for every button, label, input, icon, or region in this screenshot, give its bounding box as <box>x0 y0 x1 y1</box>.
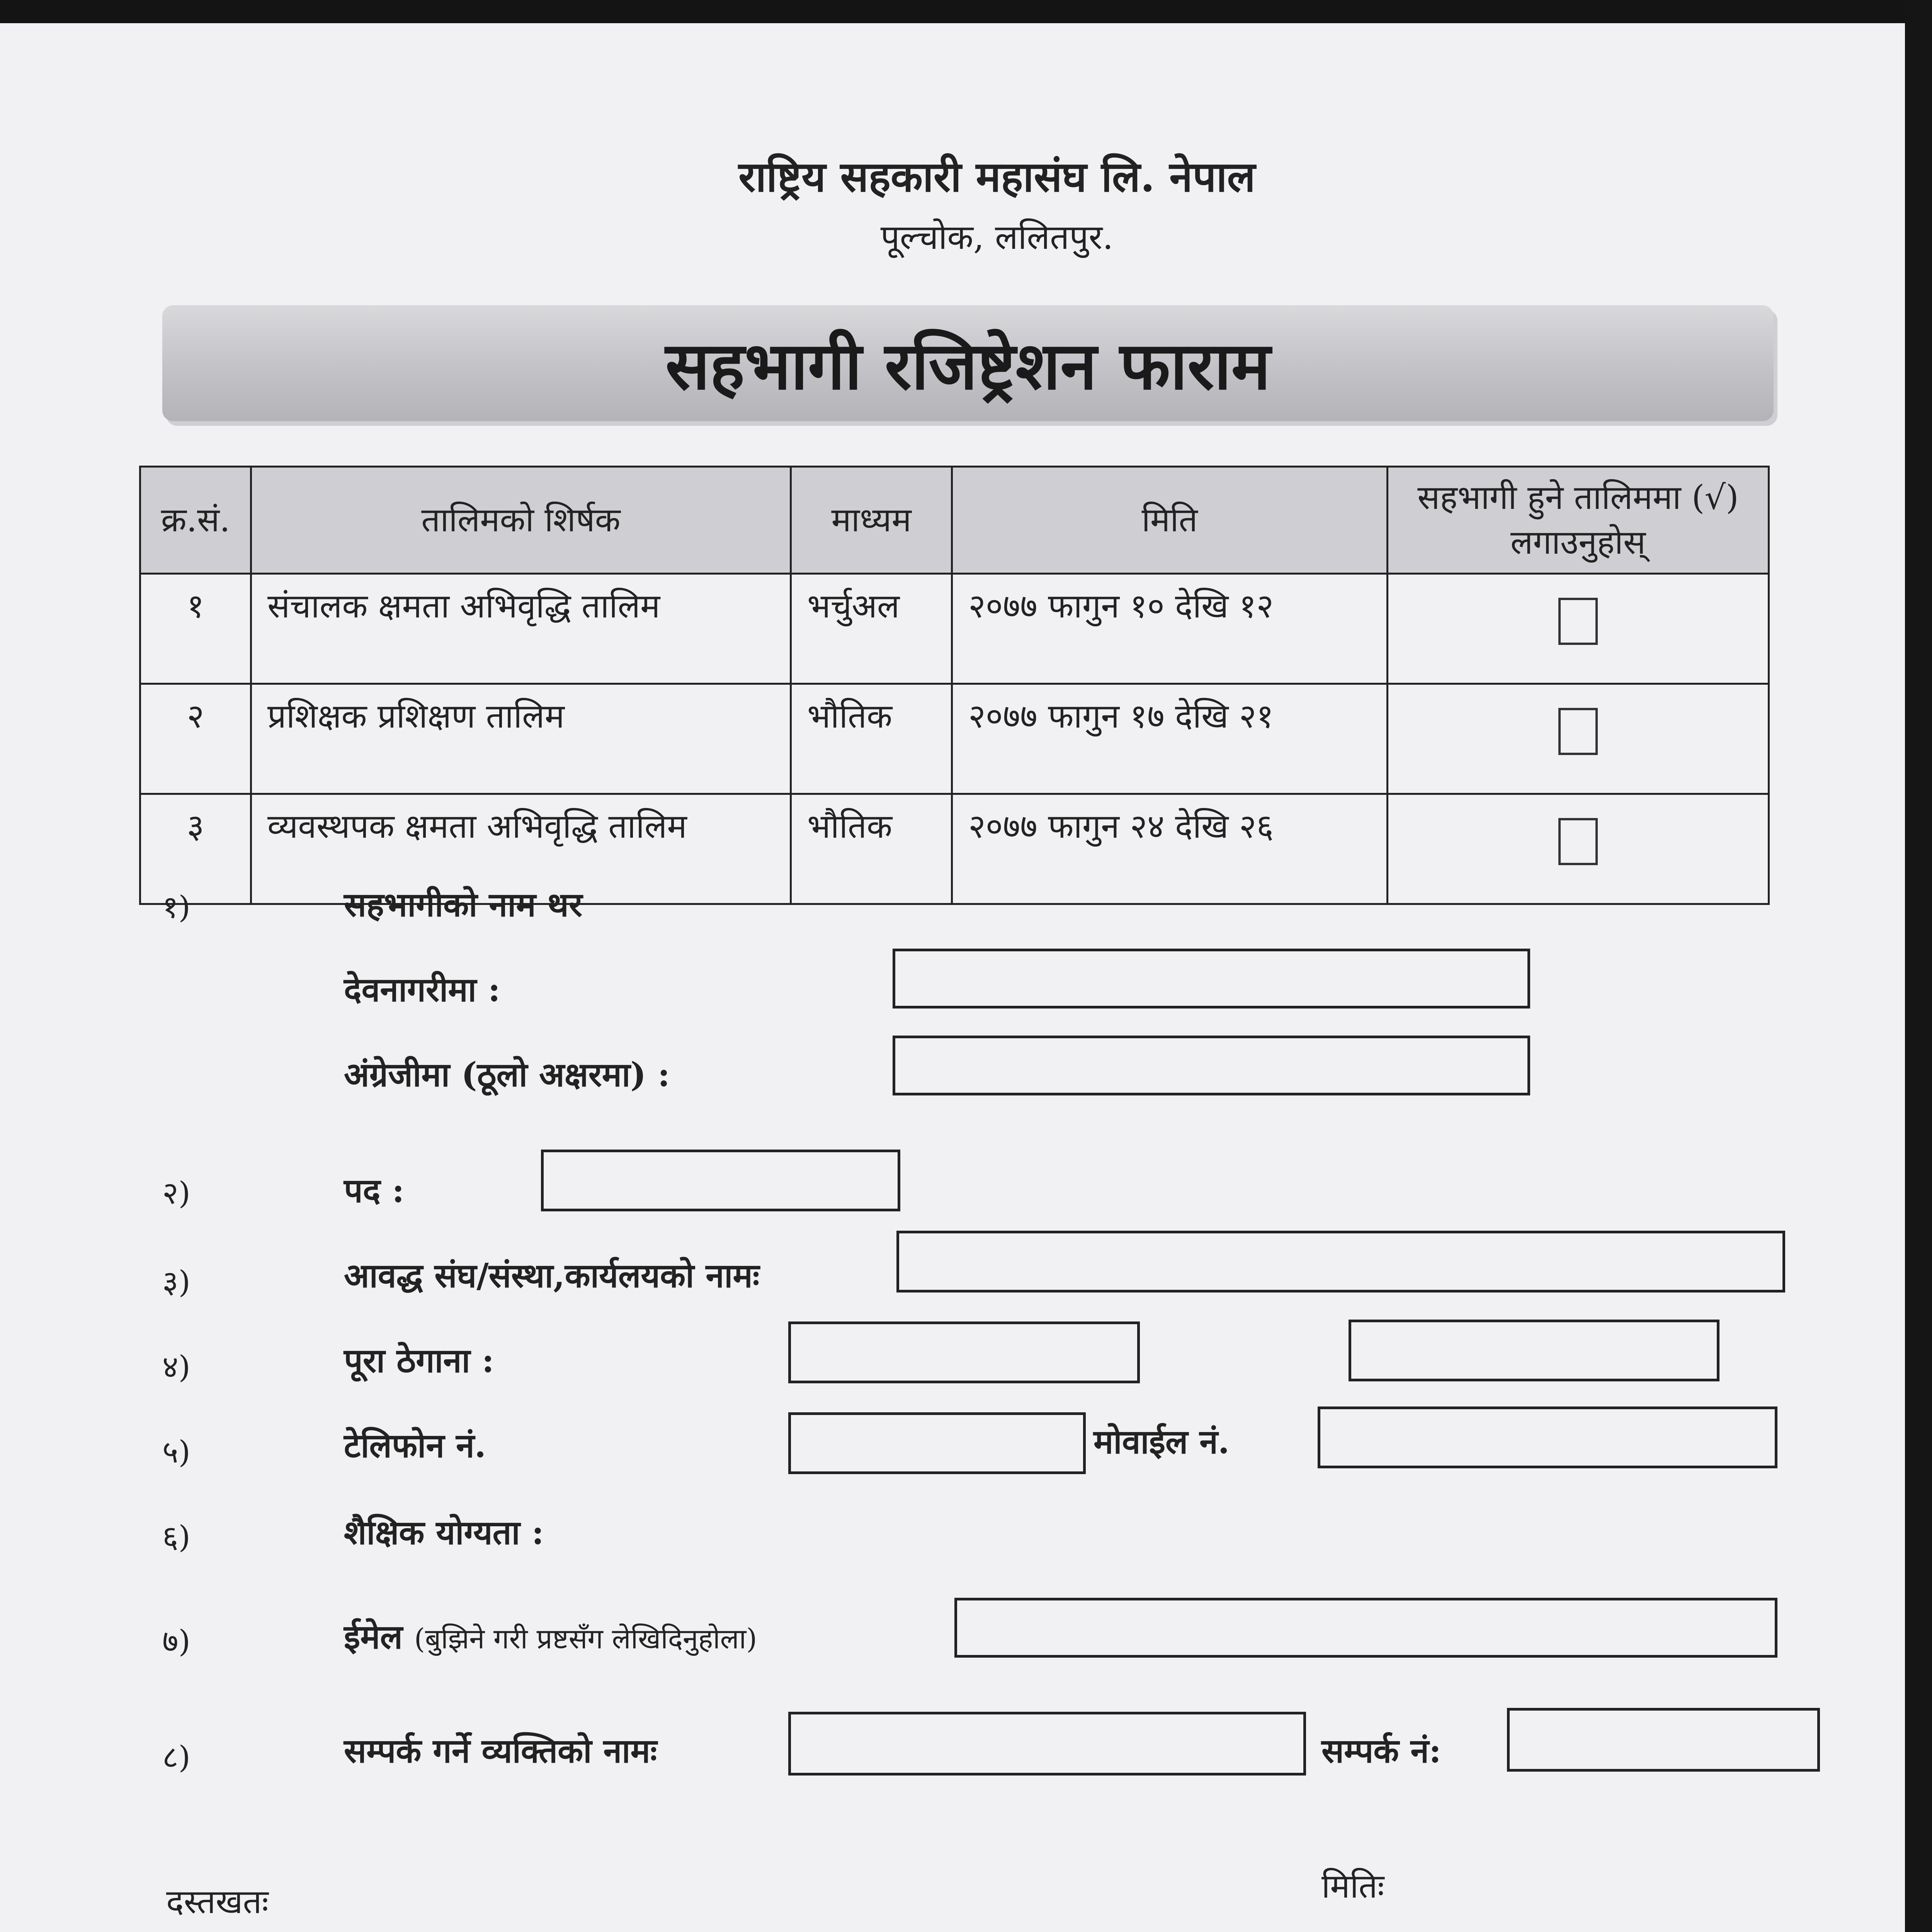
row-sn: १ <box>140 574 251 684</box>
row-date: २०७७ फागुन १७ देखि २१ <box>952 684 1388 794</box>
row-select-cell <box>1388 684 1769 794</box>
row-title: प्रशिक्षक प्रशिक्षण तालिम <box>251 684 791 794</box>
contact-person-field[interactable] <box>788 1712 1306 1776</box>
email-label <box>344 1613 757 1658</box>
column-header-sn: क्र.सं. <box>140 467 251 574</box>
table-row <box>140 574 1769 684</box>
field-number: ६) <box>162 1519 190 1555</box>
field-number: २) <box>162 1175 190 1211</box>
row-mode: भौतिक <box>791 794 952 904</box>
row-date: २०७७ फागुन २४ देखि २६ <box>952 794 1388 904</box>
organization-label: आवद्ध संघ/संस्था,कार्यलयको नामः <box>344 1256 760 1295</box>
row-select-cell <box>1388 794 1769 904</box>
date-label: मितिः <box>1321 1867 1384 1906</box>
column-header-select <box>1388 467 1769 574</box>
training-checkbox[interactable] <box>1558 818 1598 865</box>
email-label-text: ईमेल <box>344 1617 403 1656</box>
education-label: शैक्षिक योग्यता : <box>344 1513 544 1552</box>
column-header-date: मिति <box>952 467 1388 574</box>
address-field-2[interactable] <box>1349 1320 1719 1381</box>
name-devanagari-field[interactable] <box>893 949 1530 1009</box>
scan-border-right <box>1905 0 1932 1932</box>
name-devanagari-label: देवनागरीमा : <box>344 970 500 1009</box>
table-row <box>140 684 1769 794</box>
row-title: व्यवस्थपक क्षमता अभिवृद्धि तालिम <box>251 794 791 904</box>
participant-name-label: सहभागीको नाम थर <box>344 885 582 924</box>
training-table <box>139 466 1770 905</box>
telephone-field[interactable] <box>788 1412 1086 1474</box>
organization-name: राष्ट्रिय सहकारी महासंघ लि. नेपाल <box>738 153 1255 201</box>
name-english-field[interactable] <box>893 1036 1530 1095</box>
address-field-1[interactable] <box>788 1321 1140 1383</box>
field-number: ५) <box>162 1434 190 1470</box>
training-checkbox[interactable] <box>1558 708 1598 755</box>
contact-number-field[interactable] <box>1507 1708 1820 1772</box>
field-number: ३) <box>162 1264 190 1300</box>
field-number: ४) <box>162 1349 190 1385</box>
contact-number-label: सम्पर्क नं: <box>1321 1731 1441 1770</box>
position-label: पद : <box>344 1171 405 1210</box>
row-mode: भौतिक <box>791 684 952 794</box>
email-field[interactable] <box>954 1598 1777 1658</box>
signature-label: दस्तखतः <box>166 1883 269 1921</box>
row-date: २०७७ फागुन १० देखि १२ <box>952 574 1388 684</box>
scan-border-top <box>0 0 1932 23</box>
title-banner <box>162 305 1774 421</box>
address-label: पूरा ठेगाना : <box>344 1341 494 1380</box>
mobile-field[interactable] <box>1318 1406 1777 1468</box>
email-hint: (बुझिने गरी प्रष्टसँग लेखिदिनुहोला) <box>414 1622 757 1655</box>
row-select-cell <box>1388 574 1769 684</box>
position-field[interactable] <box>541 1150 900 1211</box>
field-number: ८) <box>162 1739 190 1775</box>
column-header-title: तालिमको शिर्षक <box>251 467 791 574</box>
column-header-mode: माध्यम <box>791 467 952 574</box>
organization-field[interactable] <box>896 1231 1785 1293</box>
training-checkbox[interactable] <box>1558 598 1598 645</box>
telephone-label: टेलिफोन नं. <box>344 1426 486 1465</box>
contact-person-label: सम्पर्क गर्ने व्यक्तिको नामः <box>344 1731 657 1770</box>
form-title: सहभागी रजिष्ट्रेशन फाराम <box>665 327 1271 405</box>
field-number: १) <box>162 889 190 925</box>
table-header-row <box>140 467 1769 574</box>
field-number: ७) <box>162 1623 190 1659</box>
row-mode: भर्चुअल <box>791 574 952 684</box>
row-title: संचालक क्षमता अभिवृद्धि तालिम <box>251 574 791 684</box>
row-sn: ३ <box>140 794 251 904</box>
organization-address: पूल्चोक, ललितपुर. <box>880 217 1114 257</box>
mobile-label: मोवाईल नं. <box>1094 1422 1230 1461</box>
row-sn: २ <box>140 684 251 794</box>
select-header-text: सहभागी हुने तालिममा (√) लगाउनुहोस् <box>1417 478 1739 562</box>
name-english-label: अंग्रेजीमा (ठूलो अक्षरमा) : <box>344 1055 670 1094</box>
